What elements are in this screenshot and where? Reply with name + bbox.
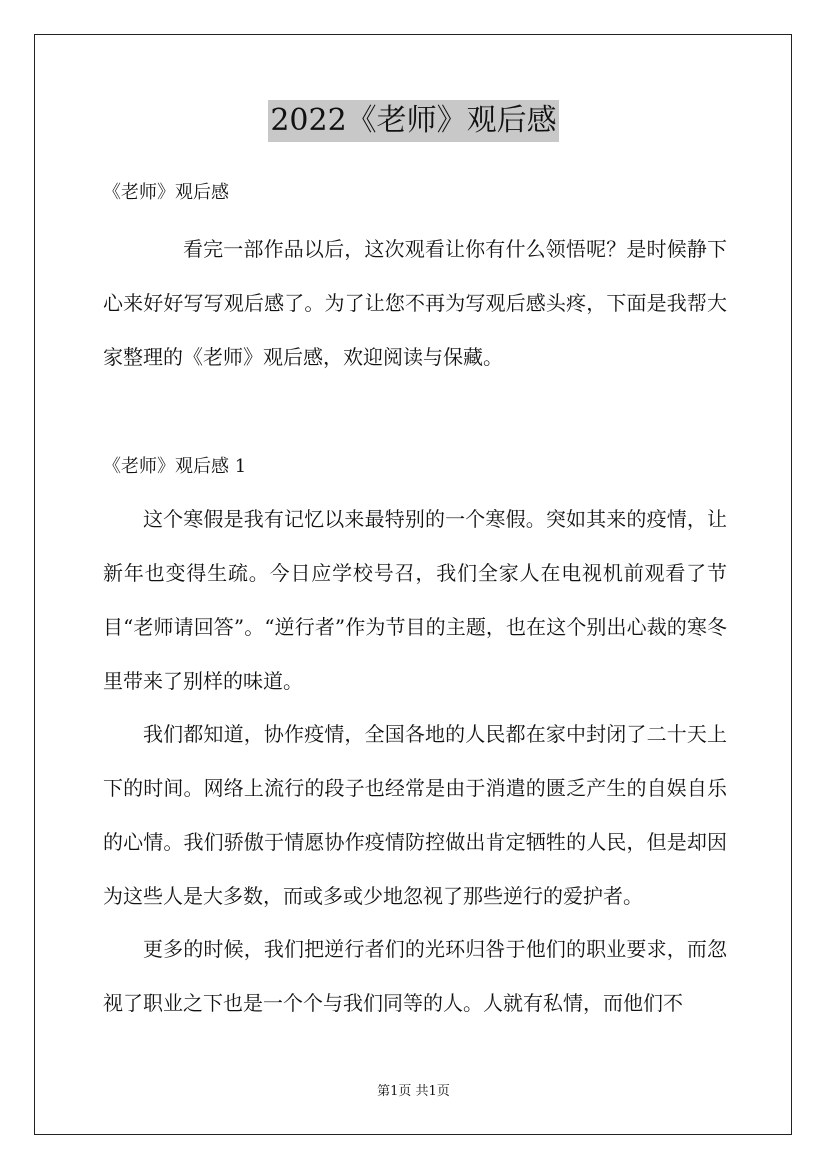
page-footer: 第1页 共1页: [377, 1084, 450, 1099]
body-paragraph-3: 更多的时候，我们把逆行者们的光环归咎于他们的职业要求，而忽视了职业之下也是一个个与我们同等的人。人就有私情，而他们不: [103, 937, 727, 1015]
title-container: [0, 100, 827, 142]
section-heading-main: 《老师》观后感: [103, 182, 229, 203]
intro-paragraph: 看完一部作品以后，这次观看让你有什么领悟呢？是时候静下心来好好写写观后感了。为了让您不再为写观后感头疼，下面是我帮大家整理的《老师》观后感，欢迎阅读与保藏。: [103, 237, 727, 369]
section-heading-1: 《老师》观后感 1: [103, 456, 247, 477]
body-paragraph-1: 这个寒假是我有记忆以来最特别的一个寒假。突如其来的疫情，让新年也变得生疏。今日应学校号召，我们全家人在电视机前观看了节目“老师请回答”。“逆行者”作为节目的主题，也在这个别出心裁的寒冬里带来了别样的味道。: [103, 507, 727, 693]
body-paragraph-2: 我们都知道，协作疫情，全国各地的人民都在家中封闭了二十天上下的时间。网络上流行的段子也经常是由于消遣的匮乏产生的自娱自乐的心情。我们骄傲于情愿协作疫情防控做出肯定牺牲的人民，但是却因为这些人是大多数，而或多或少地忽视了那些逆行的爱护者。: [103, 722, 727, 908]
document-title: 2022《老师》观后感: [268, 100, 558, 142]
